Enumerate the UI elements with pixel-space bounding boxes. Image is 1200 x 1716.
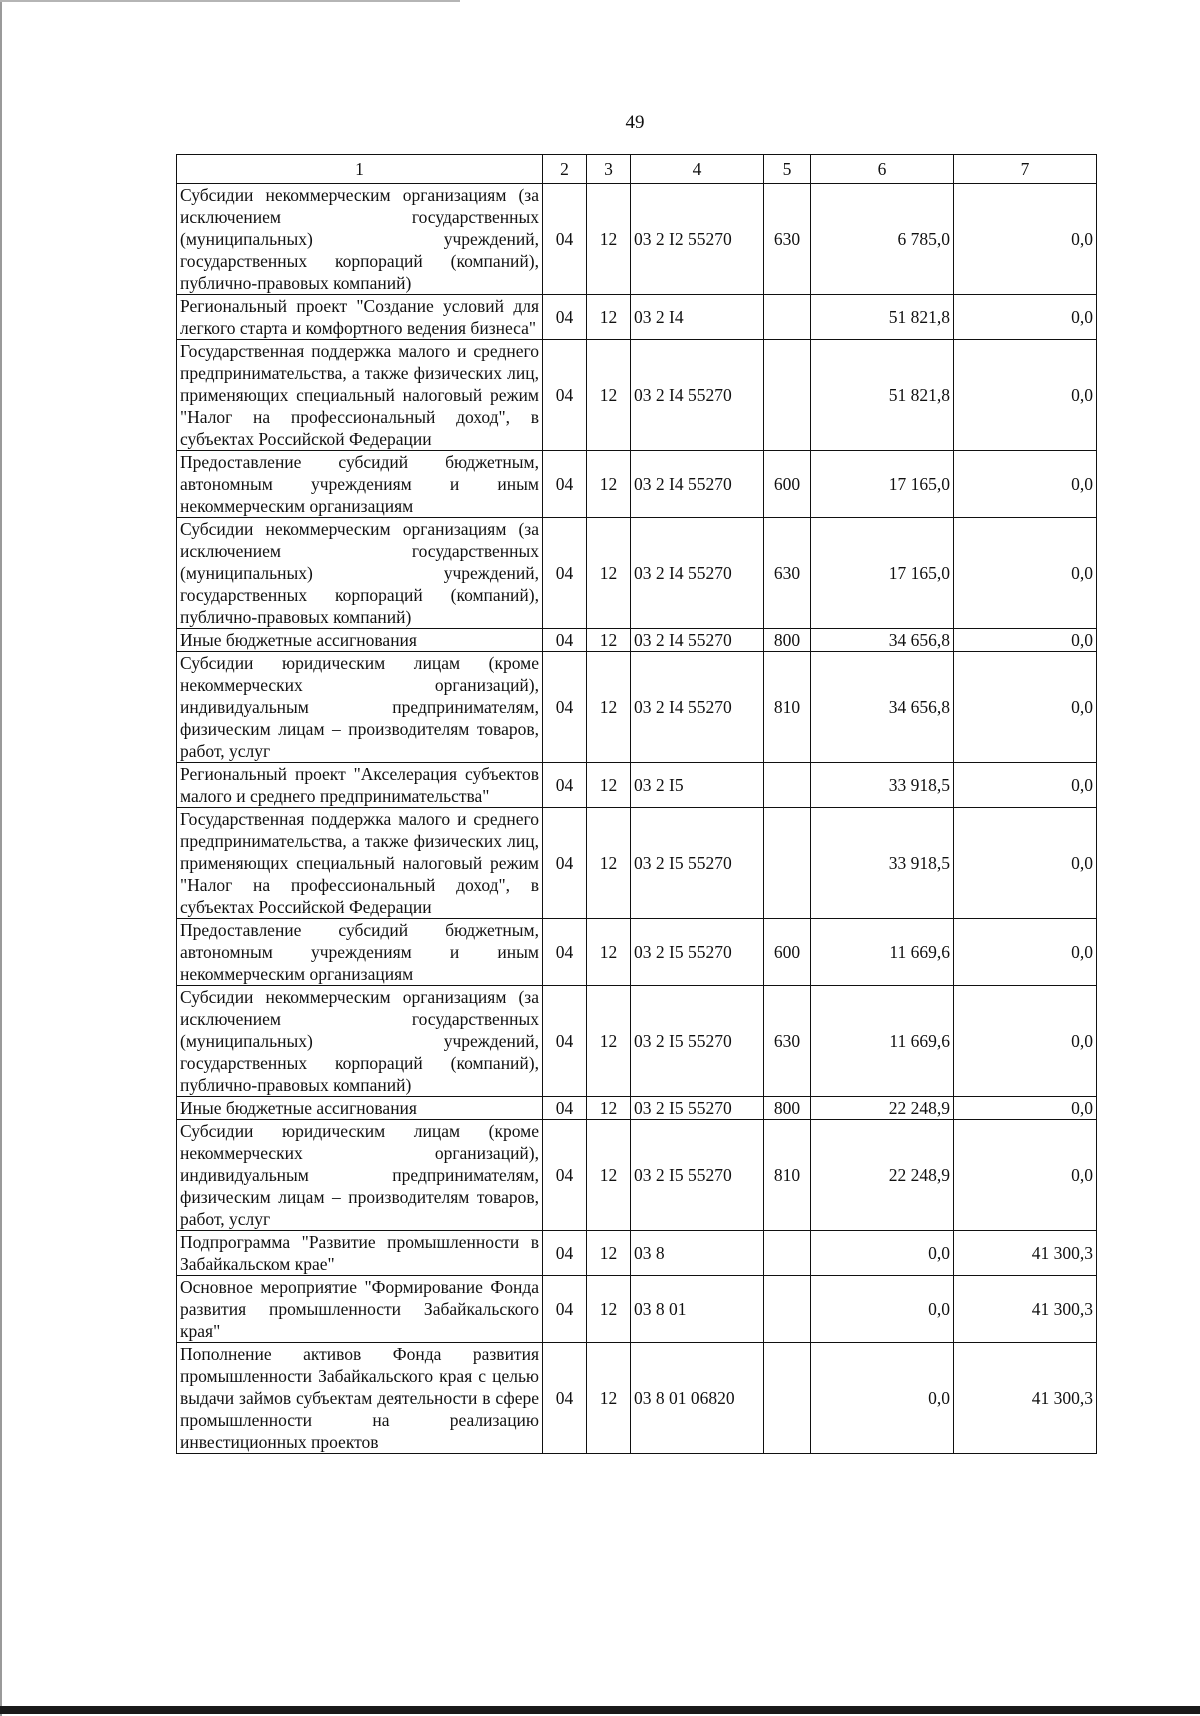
cell-section: 04 bbox=[543, 1120, 587, 1231]
cell-expense-type: 630 bbox=[764, 184, 811, 295]
column-header-4: 4 bbox=[631, 155, 764, 184]
table-row bbox=[177, 808, 1097, 919]
cell-name: Государственная поддержка малого и среднего предпринимательства, а также физических лиц, применяющих специальный налоговый режим "Налог на профессиональный доход", в субъектах Российской Федерации bbox=[177, 808, 543, 919]
table-row bbox=[177, 1343, 1097, 1454]
cell-amount-1: 0,0 bbox=[811, 1276, 954, 1343]
cell-amount-2: 0,0 bbox=[954, 518, 1097, 629]
cell-subsection: 12 bbox=[587, 518, 631, 629]
cell-expense-type bbox=[764, 763, 811, 808]
scan-edge-top bbox=[0, 0, 460, 2]
table-row bbox=[177, 1120, 1097, 1231]
cell-name: Субсидии юридическим лицам (кроме некоммерческих организаций), индивидуальным предпринимателям, физическим лицам – производителям товаров, работ, услуг bbox=[177, 652, 543, 763]
cell-section: 04 bbox=[543, 1231, 587, 1276]
cell-section: 04 bbox=[543, 1343, 587, 1454]
cell-amount-1: 22 248,9 bbox=[811, 1097, 954, 1120]
cell-name: Подпрограмма "Развитие промышленности в Забайкальском крае" bbox=[177, 1231, 543, 1276]
cell-target-article: 03 2 I5 55270 bbox=[631, 808, 764, 919]
table-row bbox=[177, 340, 1097, 451]
cell-expense-type: 810 bbox=[764, 652, 811, 763]
cell-subsection: 12 bbox=[587, 652, 631, 763]
cell-expense-type bbox=[764, 295, 811, 340]
cell-target-article: 03 2 I4 bbox=[631, 295, 764, 340]
cell-target-article: 03 2 I4 55270 bbox=[631, 518, 764, 629]
cell-expense-type bbox=[764, 1231, 811, 1276]
cell-section: 04 bbox=[543, 184, 587, 295]
table-row bbox=[177, 295, 1097, 340]
column-header-5: 5 bbox=[764, 155, 811, 184]
cell-subsection: 12 bbox=[587, 184, 631, 295]
cell-expense-type: 600 bbox=[764, 451, 811, 518]
cell-target-article: 03 8 bbox=[631, 1231, 764, 1276]
budget-table bbox=[176, 154, 1097, 1454]
cell-amount-1: 11 669,6 bbox=[811, 986, 954, 1097]
table-row bbox=[177, 652, 1097, 763]
cell-subsection: 12 bbox=[587, 1276, 631, 1343]
header-row bbox=[177, 155, 1097, 184]
cell-amount-2: 41 300,3 bbox=[954, 1231, 1097, 1276]
cell-section: 04 bbox=[543, 652, 587, 763]
cell-name: Государственная поддержка малого и среднего предпринимательства, а также физических лиц, применяющих специальный налоговый режим "Налог на профессиональный доход", в субъектах Российской Федерации bbox=[177, 340, 543, 451]
cell-amount-1: 34 656,8 bbox=[811, 629, 954, 652]
cell-amount-2: 0,0 bbox=[954, 451, 1097, 518]
cell-amount-2: 0,0 bbox=[954, 652, 1097, 763]
cell-amount-2: 41 300,3 bbox=[954, 1276, 1097, 1343]
cell-target-article: 03 2 I2 55270 bbox=[631, 184, 764, 295]
cell-name: Иные бюджетные ассигнования bbox=[177, 629, 543, 652]
cell-target-article: 03 8 01 06820 bbox=[631, 1343, 764, 1454]
cell-subsection: 12 bbox=[587, 340, 631, 451]
cell-target-article: 03 2 I4 55270 bbox=[631, 340, 764, 451]
cell-target-article: 03 2 I5 55270 bbox=[631, 986, 764, 1097]
cell-amount-2: 41 300,3 bbox=[954, 1343, 1097, 1454]
cell-expense-type: 630 bbox=[764, 518, 811, 629]
cell-target-article: 03 2 I5 bbox=[631, 763, 764, 808]
cell-amount-1: 17 165,0 bbox=[811, 451, 954, 518]
cell-name: Субсидии некоммерческим организациям (за исключением государственных (муниципальных) учреждений, государственных корпораций (компаний), публично-правовых компаний) bbox=[177, 518, 543, 629]
cell-amount-2: 0,0 bbox=[954, 1097, 1097, 1120]
cell-amount-1: 51 821,8 bbox=[811, 340, 954, 451]
cell-expense-type bbox=[764, 340, 811, 451]
cell-name: Предоставление субсидий бюджетным, автономным учреждениям и иным некоммерческим организациям bbox=[177, 451, 543, 518]
cell-expense-type bbox=[764, 808, 811, 919]
cell-expense-type bbox=[764, 1343, 811, 1454]
cell-section: 04 bbox=[543, 986, 587, 1097]
scan-edge-left bbox=[0, 0, 2, 1716]
scan-edge-bottom bbox=[0, 1706, 1200, 1714]
page-number: 49 bbox=[625, 112, 645, 133]
cell-subsection: 12 bbox=[587, 1231, 631, 1276]
cell-subsection: 12 bbox=[587, 808, 631, 919]
cell-expense-type: 810 bbox=[764, 1120, 811, 1231]
table-row bbox=[177, 1276, 1097, 1343]
column-header-2: 2 bbox=[543, 155, 587, 184]
table-row bbox=[177, 518, 1097, 629]
cell-name: Предоставление субсидий бюджетным, автономным учреждениям и иным некоммерческим организациям bbox=[177, 919, 543, 986]
cell-amount-1: 22 248,9 bbox=[811, 1120, 954, 1231]
cell-amount-2: 0,0 bbox=[954, 919, 1097, 986]
cell-section: 04 bbox=[543, 451, 587, 518]
cell-amount-1: 0,0 bbox=[811, 1343, 954, 1454]
cell-subsection: 12 bbox=[587, 295, 631, 340]
cell-amount-1: 11 669,6 bbox=[811, 919, 954, 986]
cell-amount-1: 17 165,0 bbox=[811, 518, 954, 629]
cell-section: 04 bbox=[543, 919, 587, 986]
cell-target-article: 03 2 I5 55270 bbox=[631, 919, 764, 986]
cell-expense-type: 800 bbox=[764, 629, 811, 652]
cell-subsection: 12 bbox=[587, 1120, 631, 1231]
cell-amount-2: 0,0 bbox=[954, 808, 1097, 919]
cell-name: Иные бюджетные ассигнования bbox=[177, 1097, 543, 1120]
table-row bbox=[177, 451, 1097, 518]
table-row bbox=[177, 1231, 1097, 1276]
cell-name: Основное мероприятие "Формирование Фонда развития промышленности Забайкальского края" bbox=[177, 1276, 543, 1343]
cell-amount-2: 0,0 bbox=[954, 1120, 1097, 1231]
cell-section: 04 bbox=[543, 629, 587, 652]
cell-subsection: 12 bbox=[587, 451, 631, 518]
cell-section: 04 bbox=[543, 1097, 587, 1120]
cell-subsection: 12 bbox=[587, 919, 631, 986]
cell-section: 04 bbox=[543, 295, 587, 340]
cell-amount-2: 0,0 bbox=[954, 986, 1097, 1097]
table-row bbox=[177, 184, 1097, 295]
cell-subsection: 12 bbox=[587, 763, 631, 808]
cell-section: 04 bbox=[543, 1276, 587, 1343]
cell-amount-1: 33 918,5 bbox=[811, 763, 954, 808]
cell-expense-type: 600 bbox=[764, 919, 811, 986]
cell-subsection: 12 bbox=[587, 986, 631, 1097]
cell-subsection: 12 bbox=[587, 1097, 631, 1120]
cell-amount-1: 33 918,5 bbox=[811, 808, 954, 919]
column-header-3: 3 bbox=[587, 155, 631, 184]
table-row bbox=[177, 763, 1097, 808]
cell-subsection: 12 bbox=[587, 629, 631, 652]
cell-expense-type: 800 bbox=[764, 1097, 811, 1120]
cell-name: Субсидии юридическим лицам (кроме некоммерческих организаций), индивидуальным предпринимателям, физическим лицам – производителям товаров, работ, услуг bbox=[177, 1120, 543, 1231]
cell-amount-2: 0,0 bbox=[954, 763, 1097, 808]
table-row bbox=[177, 986, 1097, 1097]
cell-amount-1: 0,0 bbox=[811, 1231, 954, 1276]
cell-subsection: 12 bbox=[587, 1343, 631, 1454]
cell-target-article: 03 8 01 bbox=[631, 1276, 764, 1343]
cell-section: 04 bbox=[543, 808, 587, 919]
table-body bbox=[177, 184, 1097, 1454]
cell-amount-2: 0,0 bbox=[954, 340, 1097, 451]
cell-target-article: 03 2 I4 55270 bbox=[631, 652, 764, 763]
column-header-1: 1 bbox=[177, 155, 543, 184]
cell-name: Субсидии некоммерческим организациям (за исключением государственных (муниципальных) учреждений, государственных корпораций (компаний), публично-правовых компаний) bbox=[177, 184, 543, 295]
table-row bbox=[177, 1097, 1097, 1120]
cell-amount-2: 0,0 bbox=[954, 184, 1097, 295]
cell-section: 04 bbox=[543, 763, 587, 808]
cell-amount-2: 0,0 bbox=[954, 295, 1097, 340]
cell-section: 04 bbox=[543, 518, 587, 629]
cell-name: Субсидии некоммерческим организациям (за исключением государственных (муниципальных) учреждений, государственных корпораций (компаний), публично-правовых компаний) bbox=[177, 986, 543, 1097]
cell-amount-1: 51 821,8 bbox=[811, 295, 954, 340]
cell-target-article: 03 2 I5 55270 bbox=[631, 1120, 764, 1231]
cell-amount-2: 0,0 bbox=[954, 629, 1097, 652]
table-row bbox=[177, 629, 1097, 652]
cell-target-article: 03 2 I4 55270 bbox=[631, 629, 764, 652]
column-header-6: 6 bbox=[811, 155, 954, 184]
column-header-7: 7 bbox=[954, 155, 1097, 184]
table-row bbox=[177, 919, 1097, 986]
cell-expense-type bbox=[764, 1276, 811, 1343]
cell-amount-1: 6 785,0 bbox=[811, 184, 954, 295]
cell-name: Региональный проект "Создание условий для легкого старта и комфортного ведения бизнеса" bbox=[177, 295, 543, 340]
cell-section: 04 bbox=[543, 340, 587, 451]
cell-expense-type: 630 bbox=[764, 986, 811, 1097]
cell-amount-1: 34 656,8 bbox=[811, 652, 954, 763]
cell-target-article: 03 2 I5 55270 bbox=[631, 1097, 764, 1120]
cell-name: Пополнение активов Фонда развития промышленности Забайкальского края с целью выдачи займов субъектам деятельности в сфере промышленности на реализацию инвестиционных проектов bbox=[177, 1343, 543, 1454]
cell-target-article: 03 2 I4 55270 bbox=[631, 451, 764, 518]
cell-name: Региональный проект "Акселерация субъектов малого и среднего предпринимательства" bbox=[177, 763, 543, 808]
